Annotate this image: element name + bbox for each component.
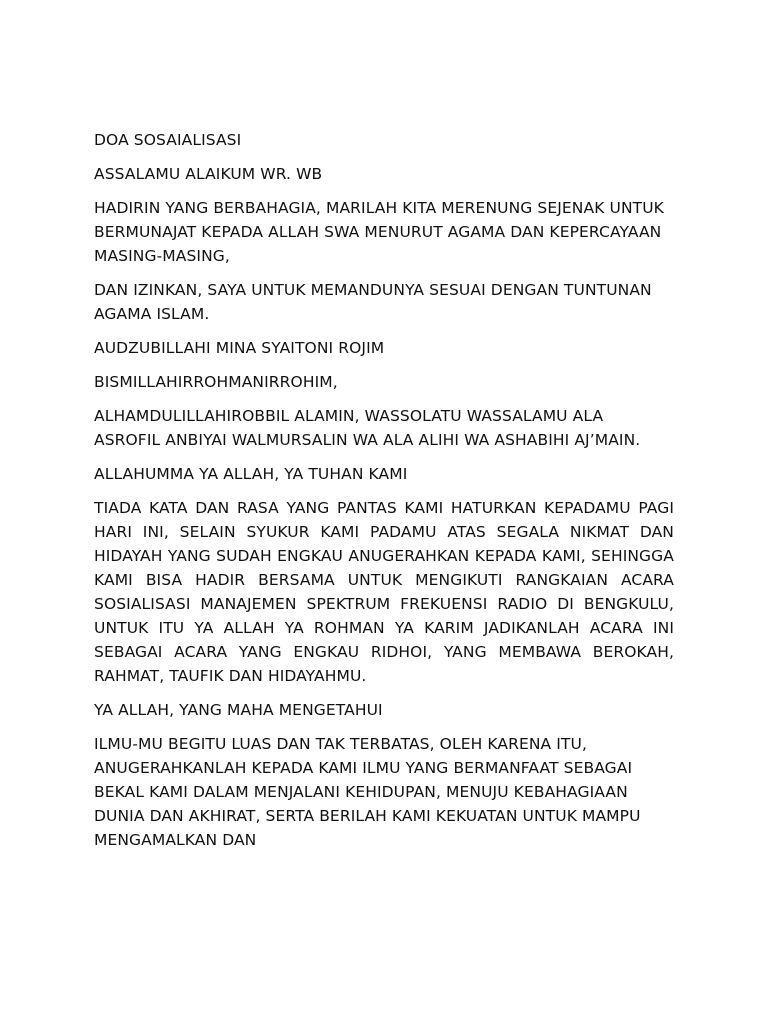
paragraph-invitation: HADIRIN YANG BERBAHAGIA, MARILAH KITA MERENUNG SEJENAK UNTUK BERMUNAJAT KEPADA ALLAH SWA MENURUT AGAMA DAN KEPERCAYAAN MASING-MASING,	[94, 199, 664, 265]
paragraph-permission: DAN IZINKAN, SAYA UNTUK MEMANDUNYA SESUAI DENGAN TUNTUNAN AGAMA ISLAM.	[94, 281, 652, 323]
document-body	[94, 128, 674, 862]
document-title: DOA SOSAIALISASI	[94, 131, 242, 149]
paragraph-maha-mengetahui: YA ALLAH, YANG MAHA MENGETAHUI	[94, 701, 383, 719]
paragraph-taawudz: AUDZUBILLAHI MINA SYAITONI ROJIM	[94, 339, 385, 357]
paragraph-gratitude: TIADA KATA DAN RASA YANG PANTAS KAMI HATURKAN KEPADAMU PAGI HARI INI, SELAIN SYUKUR KAMI PADAMU ATAS SEGALA NIKMAT DAN HIDAYAH YANG SUDAH ENGKAU ANUGERAHKAN KEPADA KAMI, SEHINGGA KAMI BISA HADIR BERSAMA UNTUK MENGIKUTI RANGKAIAN ACARA SOSIALISASI MANAJEMEN SPEKTRUM FREKUENSI RADIO DI BENGKULU, UNTUK ITU YA ALLAH YA ROHMAN YA KARIM JADIKANLAH ACARA INI SEBAGAI ACARA YANG ENGKAU RIDHOI, YANG MEMBAWA BEROKAH, RAHMAT, TAUFIK DAN HIDAYAHMU.	[94, 499, 674, 685]
paragraph-greeting: ASSALAMU ALAIKUM WR. WB	[94, 165, 323, 183]
paragraph-ilmu: ILMU-MU BEGITU LUAS DAN TAK TERBATAS, OLEH KARENA ITU, ANUGERAHKANLAH KEPADA KAMI ILMU YANG BERMANFAAT SEBAGAI BEKAL KAMI DALAM MENJALANI KEHIDUPAN, MENUJU KEBAHAGIAAN DUNIA DAN AKHIRAT, SERTA BERILAH KAMI KEKUATAN UNTUK MAMPU MENGAMALKAN DAN	[94, 735, 641, 849]
paragraph-basmalah: BISMILLAHIRROHMANIRROHIM,	[94, 373, 338, 391]
paragraph-hamdalah: ALHAMDULILLAHIROBBIL ALAMIN, WASSOLATU WASSALAMU ALA ASROFIL ANBIYAI WALMURSALIN WA ALA ALIHI WA ASHABIHI AJ’MAIN.	[94, 407, 641, 449]
paragraph-allahumma: ALLAHUMMA YA ALLAH, YA TUHAN KAMI	[94, 465, 408, 483]
